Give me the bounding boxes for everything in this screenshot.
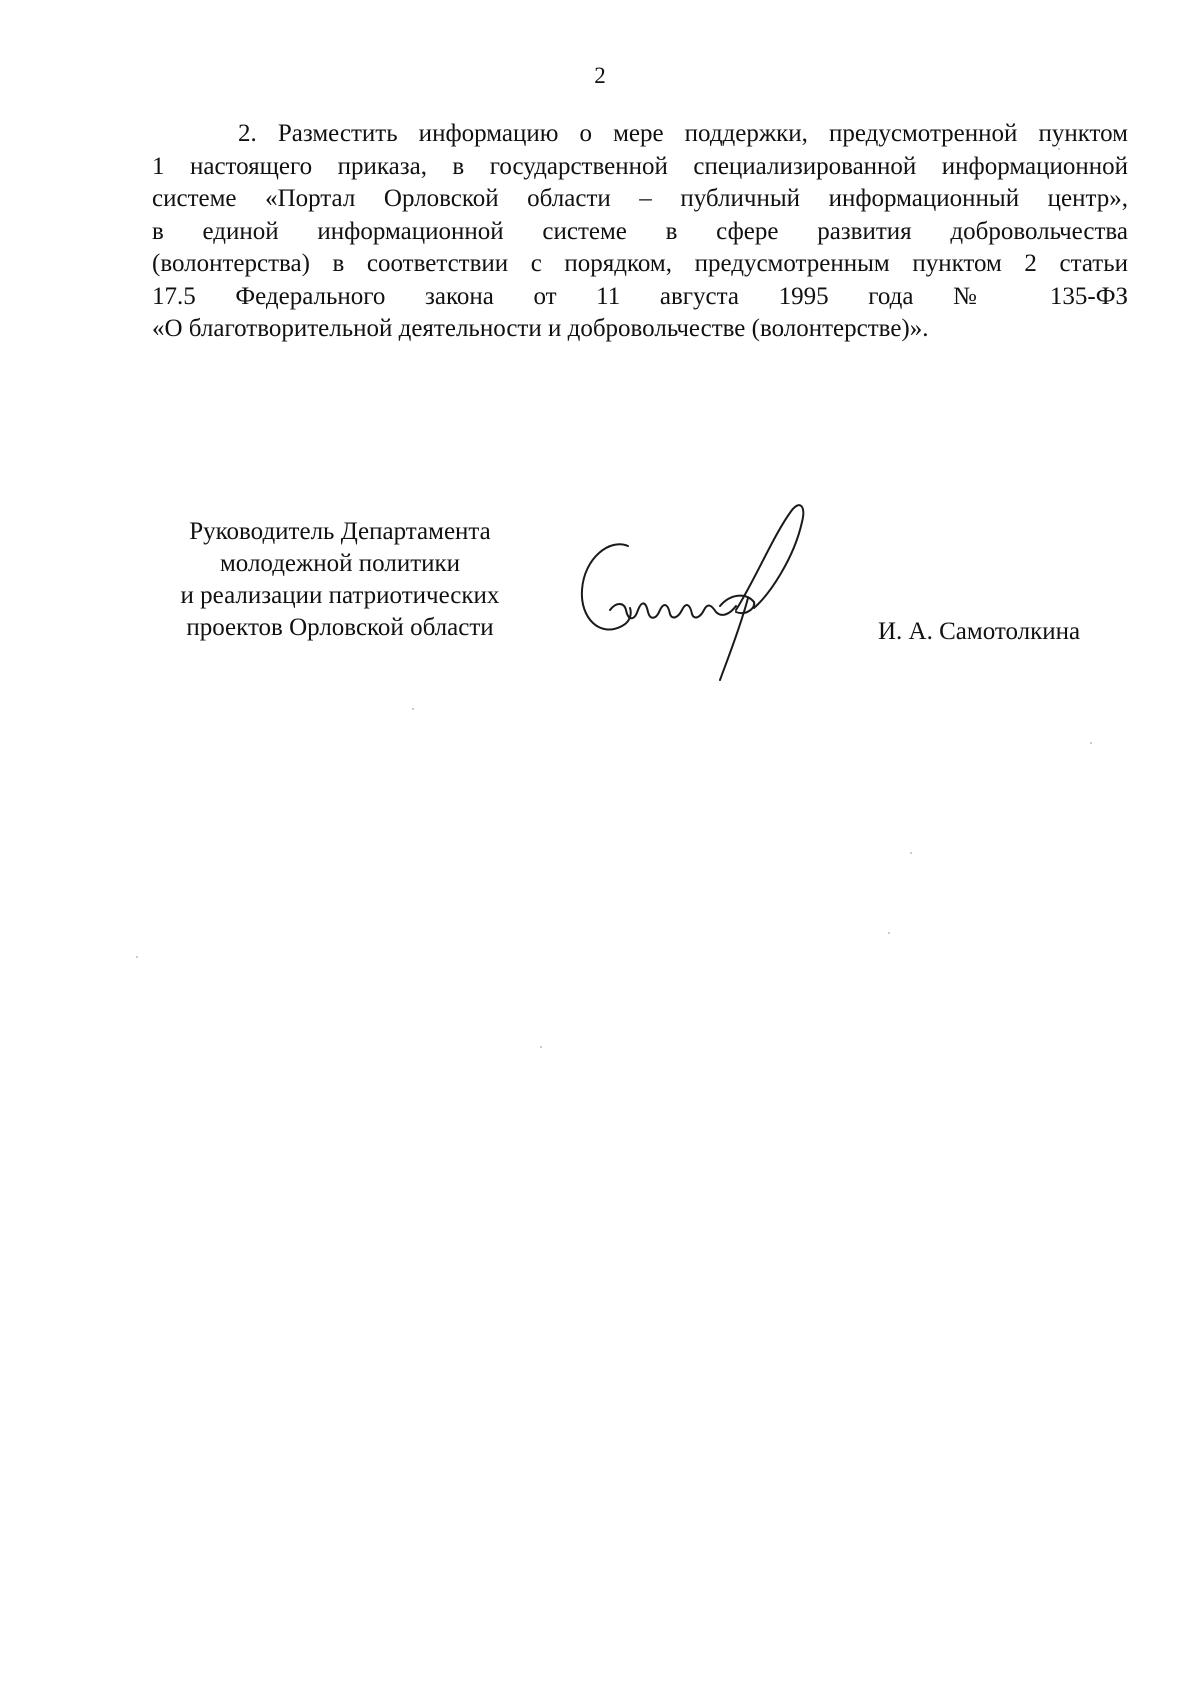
scan-speck <box>888 932 890 934</box>
paragraph-line: в единой информационной системе в сфере развития добровольчества <box>152 217 1128 245</box>
scan-speck <box>412 708 414 710</box>
scan-speck <box>136 956 138 958</box>
signer-position-line: Руководитель Департамента <box>189 518 491 545</box>
scan-speck <box>540 1046 542 1048</box>
handwritten-signature <box>570 498 840 698</box>
page-number: 2 <box>594 63 606 88</box>
scan-speck <box>1090 742 1092 744</box>
paragraph-line: (волонтерства) в соответствии с порядком, предусмотренным пунктом 2 статьи <box>152 250 1128 277</box>
signer-position-line: и реализации патриотических <box>180 582 500 609</box>
scan-speck <box>910 852 912 854</box>
signature-block <box>0 516 1200 696</box>
paragraph-line: 17.5 Федерального закона от 11 августа 1995 года № 135-ФЗ <box>152 282 1128 310</box>
signer-position <box>150 516 530 644</box>
signer-name: И. А. Самотолкина <box>878 618 1081 645</box>
signer-position-line: проектов Орловской области <box>186 614 494 641</box>
paragraph-line: «О благотворительной деятельности и добровольчестве (волонтерстве)». <box>152 315 929 342</box>
scan-speck <box>1058 148 1060 150</box>
paragraph-line: 1 настоящего приказа, в государственной специализированной информационной <box>152 152 1128 180</box>
paragraph-2 <box>152 118 1128 346</box>
paragraph-line: 2. Разместить информацию о мере поддержки, предусмотренной пунктом <box>238 120 1128 147</box>
paragraph-line: системе «Портал Орловской области – публичный информационный центр», <box>152 185 1128 212</box>
signer-position-line: молодежной политики <box>219 550 461 577</box>
